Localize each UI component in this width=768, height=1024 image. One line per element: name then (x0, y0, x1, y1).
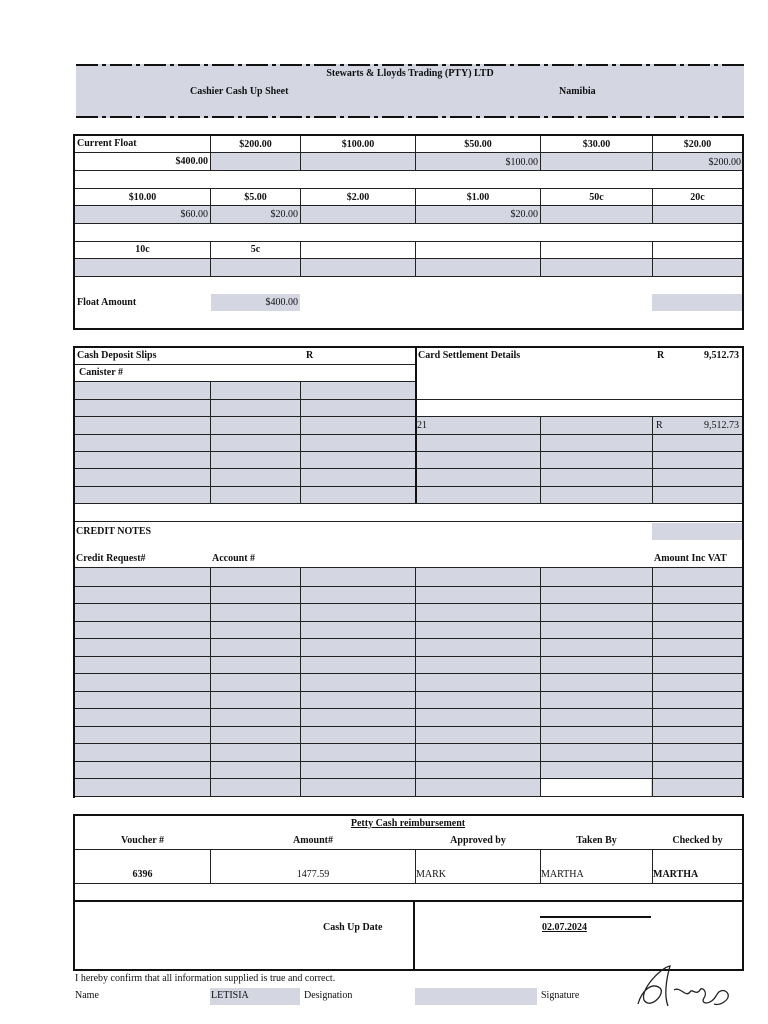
credit-grid-line (75, 708, 742, 709)
country: Namibia (559, 86, 596, 97)
taken-by-value: MARTHA (541, 869, 584, 880)
float-amount-right-shade (652, 294, 742, 311)
float-row3-shade (75, 259, 742, 276)
credit-grid-line (75, 673, 742, 674)
credit-grid-line (75, 603, 742, 604)
signature-label: Signature (541, 990, 580, 1001)
deposit-slips-shade (75, 382, 415, 503)
credit-grid-col (652, 568, 653, 796)
credit-grid-line (75, 778, 742, 779)
credit-grid-col (540, 568, 541, 796)
denom-5c: 5c (250, 244, 261, 255)
amount-inc-vat-header: Amount Inc VAT (654, 553, 727, 564)
denom-50: $50.00 (464, 139, 492, 150)
card-currency: R (657, 350, 665, 361)
credit-grid-line (75, 586, 742, 587)
voucher-header: Voucher # (120, 835, 165, 846)
credit-grid-line (75, 638, 742, 639)
cash-up-date-label: Cash Up Date (323, 922, 383, 933)
card-row-ref: 21 (417, 420, 427, 431)
confirm-text: I hereby confirm that all information supplied is true and correct. (75, 973, 336, 984)
credit-grid-line (75, 656, 742, 657)
card-row-currency: R (656, 420, 663, 431)
denom-5: $5.00 (244, 192, 267, 203)
voucher-value: 6396 (132, 869, 153, 880)
denom-100: $100.00 (341, 139, 375, 150)
approved-by-value: MARK (416, 869, 447, 880)
credit-grid-col (415, 568, 416, 796)
denom-20: $20.00 (683, 139, 712, 150)
current-float-label: Current Float (77, 138, 137, 149)
credit-grid-col (210, 568, 211, 796)
canister-label: Canister # (79, 367, 123, 378)
credit-notes-title: CREDIT NOTES (76, 526, 152, 537)
cash-up-date-value: 02.07.2024 (542, 922, 587, 933)
name-value: LETISIA (211, 990, 249, 1001)
value-50: $100.00 (505, 157, 538, 168)
card-settlement-label: Card Settlement Details (418, 350, 521, 361)
header-dash-top (76, 64, 744, 66)
credit-grid-line (75, 691, 742, 692)
approved-by-header: Approved by (450, 835, 506, 846)
amount-value: 1477.59 (296, 869, 330, 880)
checked-by-header: Checked by (672, 835, 723, 846)
value-20: $200.00 (708, 157, 741, 168)
value-1: $20.00 (510, 209, 538, 220)
taken-by-header: Taken By (576, 835, 617, 846)
credit-grid-line (75, 796, 742, 797)
signature-scribble (630, 960, 742, 1016)
designation-label: Designation (304, 990, 353, 1001)
denom-2: $2.00 (346, 192, 370, 203)
float-amount-value: $400.00 (265, 297, 298, 308)
denom-30: $30.00 (582, 139, 611, 150)
credit-grid-line (75, 743, 742, 744)
card-total: 9,512.73 (704, 350, 739, 361)
account-header: Account # (212, 553, 256, 564)
credit-grid-line (75, 726, 742, 727)
amount-header: Amount# (292, 835, 333, 846)
float-amount-label: Float Amount (77, 297, 137, 308)
value-5: $20.00 (270, 209, 298, 220)
cash-deposit-currency: R (306, 350, 314, 361)
credit-grid-line (75, 621, 742, 622)
checked-by-value: MARTHA (653, 869, 699, 880)
credit-total-shade (652, 523, 742, 540)
credit-grid-line (75, 761, 742, 762)
petty-cash-title: Petty Cash reimbursement (350, 818, 466, 829)
denom-10: $10.00 (128, 192, 157, 203)
current-float-total: $400.00 (175, 156, 208, 167)
denom-10c: 10c (135, 244, 150, 255)
value-10: $60.00 (180, 209, 208, 220)
card-row-amount: 9,512.73 (704, 420, 739, 431)
sheet-title: Cashier Cash Up Sheet (190, 86, 289, 97)
header-dash-bottom (76, 116, 744, 118)
denom-200: $200.00 (239, 139, 272, 150)
credit-request-header: Credit Request# (76, 553, 146, 564)
name-label: Name (75, 990, 99, 1001)
denom-1: $1.00 (466, 192, 490, 203)
denom-50c: 50c (589, 192, 604, 203)
credit-grid-col (300, 568, 301, 796)
denom-20c: 20c (690, 192, 705, 203)
company-name: Stewarts & Lloyds Trading (PTY) LTD (326, 68, 494, 79)
designation-field (415, 988, 537, 1005)
cash-deposit-label: Cash Deposit Slips (77, 350, 157, 361)
